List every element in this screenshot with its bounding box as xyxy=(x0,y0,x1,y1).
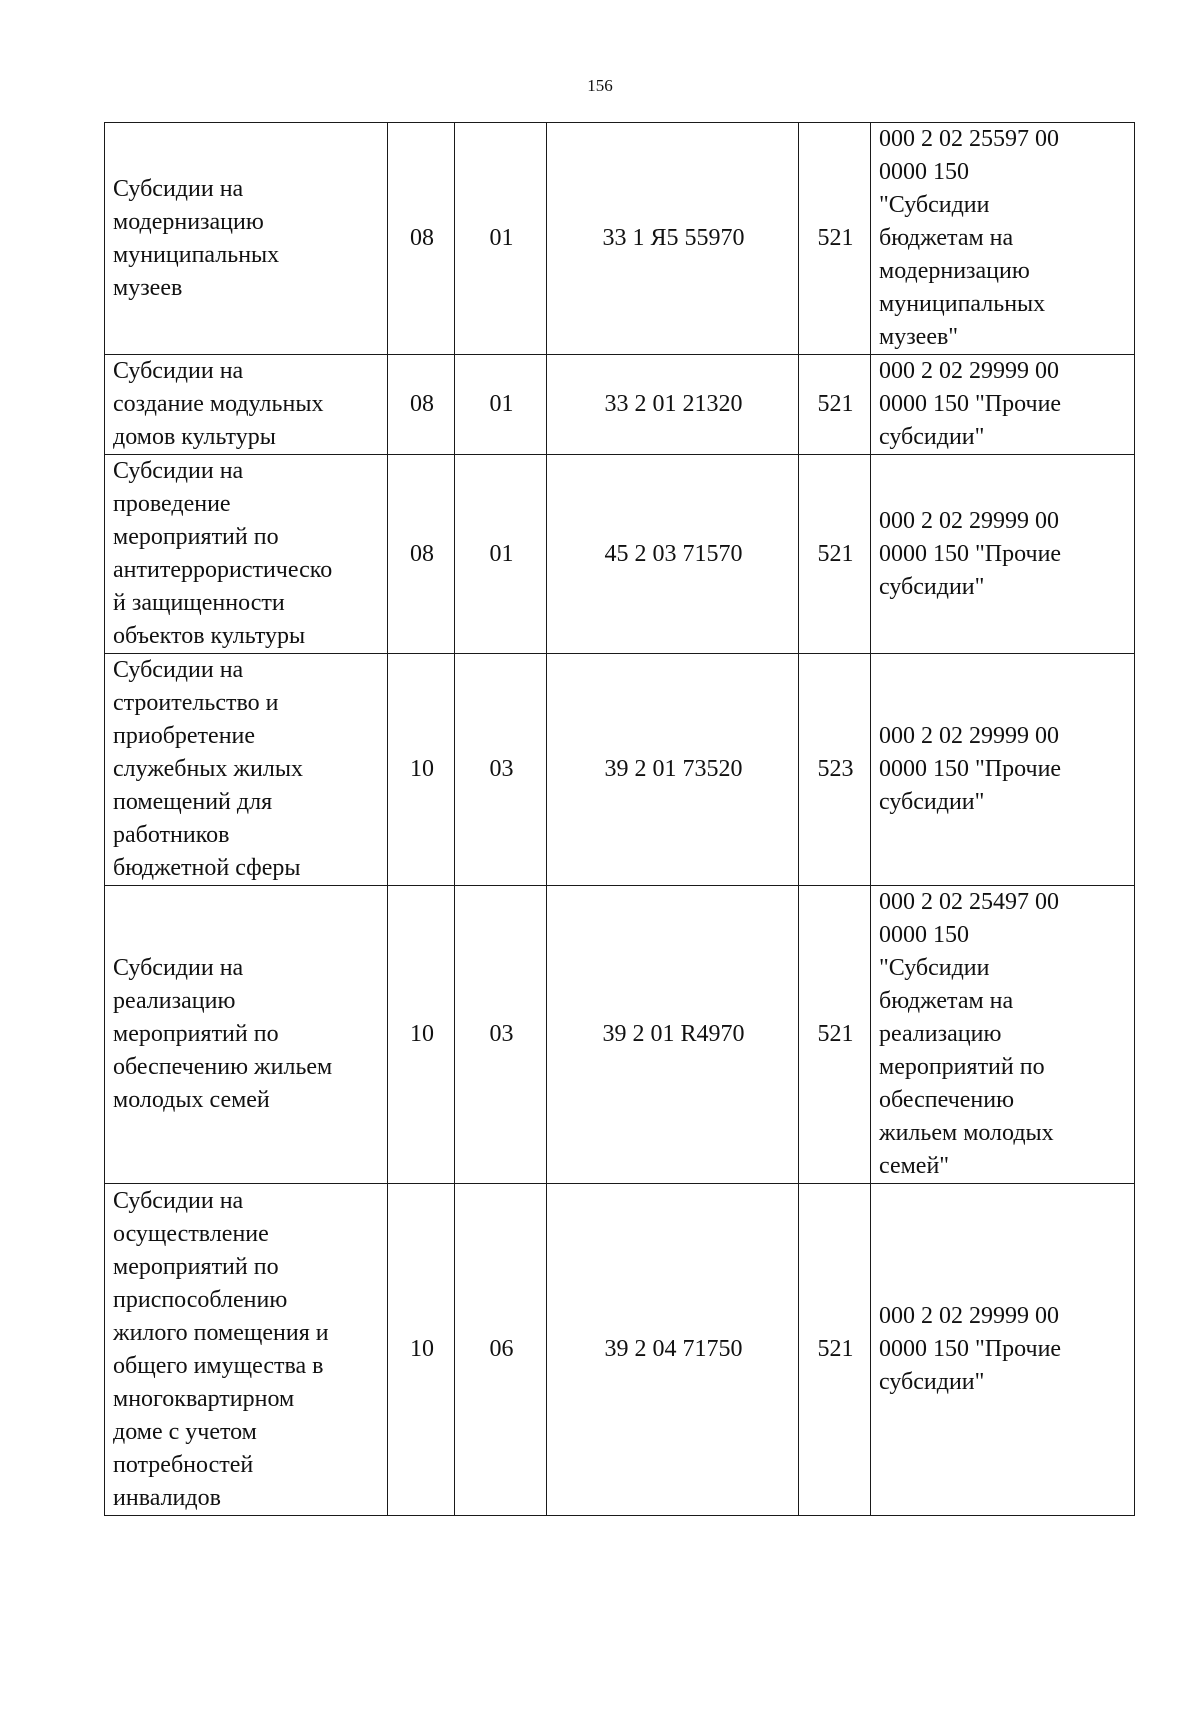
table-row xyxy=(105,1184,1135,1516)
income-classification: 000 2 02 29999 00 0000 150 "Прочие субсидии" xyxy=(879,723,1062,815)
income-cell xyxy=(871,123,1135,355)
income-cell xyxy=(871,455,1135,654)
row-name-cell xyxy=(105,1184,388,1516)
target-article-code: 33 1 Я5 55970 xyxy=(547,123,799,355)
income-cell xyxy=(871,1184,1135,1516)
table-row xyxy=(105,886,1135,1184)
subsection-code: 01 xyxy=(455,123,547,355)
row-name-cell xyxy=(105,654,388,886)
table-row xyxy=(105,654,1135,886)
section-code: 10 xyxy=(388,886,455,1184)
target-article-code: 39 2 01 R4970 xyxy=(547,886,799,1184)
expense-type-code: 521 xyxy=(799,455,871,654)
subsidy-name: Субсидии на модернизацию муниципальных музеев xyxy=(113,175,280,301)
subsection-code: 03 xyxy=(455,654,547,886)
income-cell xyxy=(871,654,1135,886)
section-code: 10 xyxy=(388,654,455,886)
subsection-code: 01 xyxy=(455,355,547,455)
section-code: 08 xyxy=(388,123,455,355)
row-name-cell xyxy=(105,886,388,1184)
subsection-code: 01 xyxy=(455,455,547,654)
expense-type-code: 523 xyxy=(799,654,871,886)
subsidy-name: Субсидии на реализацию мероприятий по обеспечению жильем молодых семей xyxy=(113,955,333,1113)
subsidy-name: Субсидии на осуществление мероприятий по приспособлению жилого помещения и общего имущества в многоквартирном доме с учетом потребностей инвалидов xyxy=(113,1187,329,1511)
row-name-cell xyxy=(105,455,388,654)
income-classification: 000 2 02 29999 00 0000 150 "Прочие субсидии" xyxy=(879,358,1062,450)
subsidy-name: Субсидии на строительство и приобретение служебных жилых помещений для работников бюджетной сферы xyxy=(113,657,303,881)
table-row xyxy=(105,123,1135,355)
target-article-code: 39 2 01 73520 xyxy=(547,654,799,886)
row-name-cell xyxy=(105,123,388,355)
income-classification: 000 2 02 25597 00 0000 150 "Субсидии бюджетам на модернизацию муниципальных музеев" xyxy=(879,126,1059,350)
row-name-cell xyxy=(105,355,388,455)
income-cell xyxy=(871,886,1135,1184)
target-article-code: 45 2 03 71570 xyxy=(547,455,799,654)
expense-type-code: 521 xyxy=(799,1184,871,1516)
income-classification: 000 2 02 29999 00 0000 150 "Прочие субсидии" xyxy=(879,507,1062,600)
subsidy-name: Субсидии на создание модульных домов культуры xyxy=(113,358,324,450)
target-article-code: 33 2 01 21320 xyxy=(547,355,799,455)
expense-type-code: 521 xyxy=(799,123,871,355)
section-code: 10 xyxy=(388,1184,455,1516)
section-code: 08 xyxy=(388,455,455,654)
section-code: 08 xyxy=(388,355,455,455)
subsection-code: 03 xyxy=(455,886,547,1184)
subsection-code: 06 xyxy=(455,1184,547,1516)
subsidies-table xyxy=(104,122,1135,1516)
expense-type-code: 521 xyxy=(799,355,871,455)
income-cell xyxy=(871,355,1135,455)
target-article-code: 39 2 04 71750 xyxy=(547,1184,799,1516)
table-row xyxy=(105,355,1135,455)
page-number: 156 xyxy=(587,76,613,95)
expense-type-code: 521 xyxy=(799,886,871,1184)
subsidy-name: Субсидии на проведение мероприятий по антитеррористическо й защищенности объектов культуры xyxy=(113,458,333,649)
table-row xyxy=(105,455,1135,654)
income-classification: 000 2 02 25497 00 0000 150 "Субсидии бюджетам на реализацию мероприятий по обеспечению жильем молодых семей" xyxy=(879,889,1059,1179)
income-classification: 000 2 02 29999 00 0000 150 "Прочие субсидии" xyxy=(879,1303,1062,1395)
